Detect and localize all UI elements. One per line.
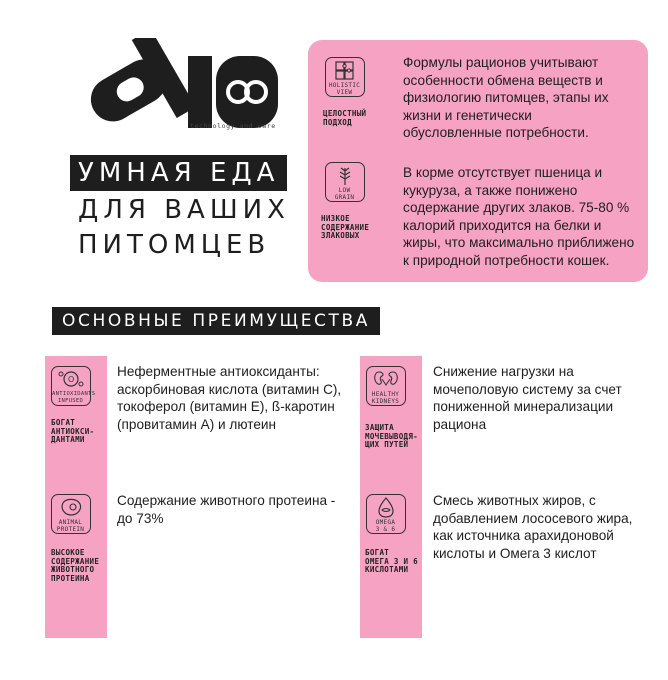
headline-line-1: УМНАЯ ЕДА — [70, 155, 287, 191]
low-grain-label: НИЗКОЕ СОДЕРЖАНИЕ ЗЛАКОВЫХ — [321, 214, 370, 240]
svg-text:O: O — [68, 375, 75, 384]
info-panel — [308, 40, 648, 282]
holistic-text: Формулы рационов учитывают особенности обмена веществ и физиологию питомцев, этапы их жизни и генетически обусловленные потребности. — [403, 55, 609, 140]
puzzle-icon — [327, 60, 363, 82]
protein-label: ВЫСОКОЕ СОДЕРЖАНИЕ ЖИВОТНОГО ПРОТЕИНА — [51, 548, 100, 583]
section-title: ОСНОВНЫЕ ПРЕИМУЩЕСТВА — [52, 307, 380, 335]
wheat-icon — [327, 165, 363, 187]
headline-line-3: ПИТОМЦЕВ — [78, 230, 271, 260]
antioxidants-label: БОГАТ АНТИОКСИ- ДАНТАМИ — [51, 418, 95, 444]
protein-text: Содержание животного протеина - до 73% — [117, 493, 336, 526]
omega-text: Смесь животных жиров, с добавлением лососевого жира, как источника арахидоновой кислоты и Омега 3 кислот — [433, 493, 633, 561]
kidneys-badge: HEALTHY KIDNEYS — [366, 366, 406, 406]
oxygen-molecule-icon — [53, 368, 89, 390]
omega-badge: OMEGA 3 & 6 — [366, 494, 406, 534]
low-grain-badge: LOW GRAIN — [325, 162, 365, 202]
antioxidants-text: Неферментные антиоксиданты: аскорбиновая кислота (витамин С), токоферол (витамин Е), ß-каротин (провитамин А) и лютеин — [117, 364, 342, 432]
holistic-badge: HOLISTIC VIEW — [325, 57, 365, 97]
holistic-label: ЦЕЛОСТНЫЙ ПОДХОД — [323, 109, 367, 127]
protein-badge: ANIMAL PROTEIN — [51, 494, 91, 534]
kidneys-text: Снижение нагрузки на мочеполовую систему за счет пониженной минерализации рациона — [433, 364, 622, 432]
brand-tagline: technology and care — [190, 122, 276, 130]
kidneys-label: ЗАЩИТА МОЧЕВЫВОДЯ- ЩИХ ПУТЕЙ — [365, 423, 418, 449]
antioxidants-badge: O ANTIOXIDANTS INFUSED — [51, 366, 91, 406]
fish-oil-drop-icon — [368, 496, 404, 518]
meat-icon — [53, 496, 89, 518]
headline-line-2: ДЛЯ ВАШИХ — [78, 195, 290, 225]
low-grain-text: В корме отсутствует пшеница и кукуруза, а также понижено содержание других злаков. 75-80 % калорий приходится на белки и жиры, что максимально приближено к природной потребности кошек. — [403, 165, 635, 268]
omega-label: БОГАТ ОМЕГА 3 И 6 КИСЛОТАМИ — [365, 548, 418, 574]
kidneys-icon — [368, 368, 404, 390]
